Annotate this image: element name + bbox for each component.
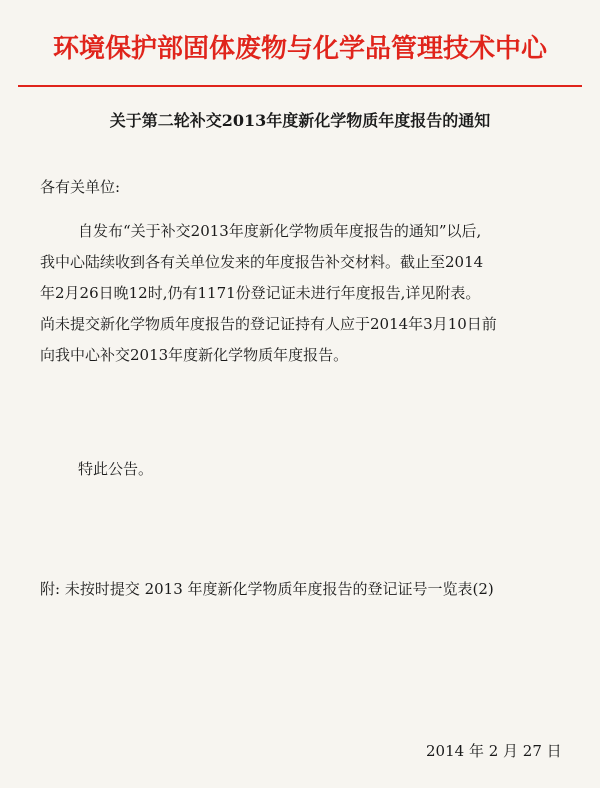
salutation: 各有关单位: xyxy=(40,178,121,196)
body-line: 自发布“关于补交2013年度新化学物质年度报告的通知”以后, xyxy=(78,222,482,240)
body-line: 我中心陆续收到各有关单位发来的年度报告补交材料。截止至2014 xyxy=(40,253,484,271)
closing-statement: 特此公告。 xyxy=(78,460,154,478)
issue-date: 2014 年 2 月 27 日 xyxy=(426,742,562,760)
notice-title: 关于第二轮补交2013年度新化学物质年度报告的通知 xyxy=(109,111,491,130)
letterhead-org-name: 环境保护部固体废物与化学品管理技术中心 xyxy=(52,34,547,64)
body-line: 年2月26日晚12时,仍有1171份登记证未进行年度报告,详见附表。 xyxy=(40,284,481,302)
notice-body xyxy=(40,216,560,371)
body-line: 尚未提交新化学物质年度报告的登记证持有人应于2014年3月10日前 xyxy=(40,315,497,333)
letterhead-rule xyxy=(18,85,582,87)
attachment-note[interactable]: 附: 未按时提交 2013 年度新化学物质年度报告的登记证号一览表(2) xyxy=(40,580,494,598)
body-line: 向我中心补交2013年度新化学物质年度报告。 xyxy=(40,346,349,364)
